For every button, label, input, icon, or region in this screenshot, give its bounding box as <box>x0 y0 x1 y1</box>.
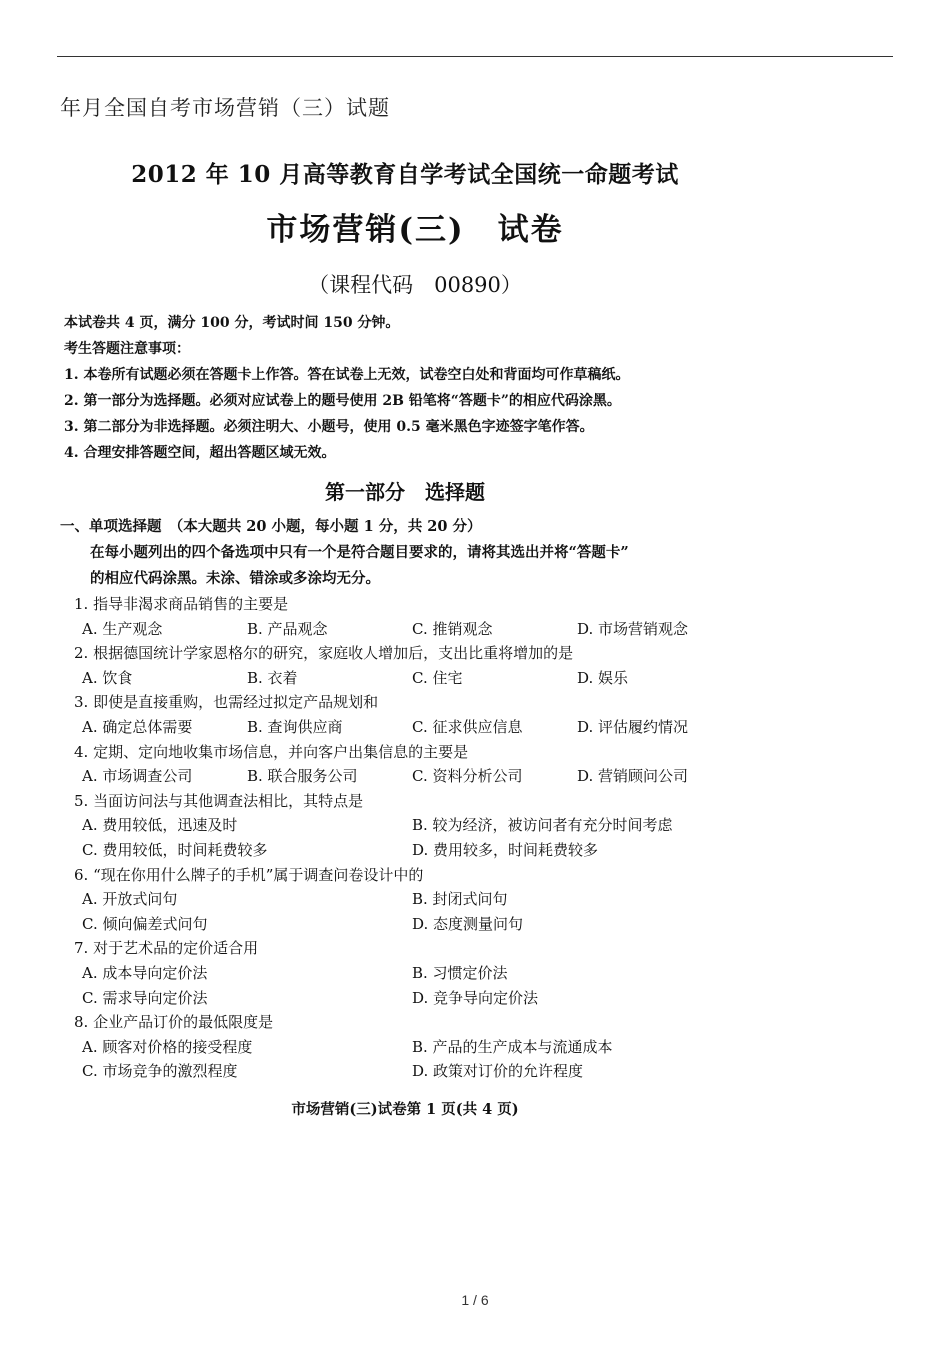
question <box>60 936 750 1010</box>
option: C. 市场竞争的激烈程度 <box>82 1062 238 1081</box>
option: B. 产品的生产成本与流通成本 <box>412 1037 613 1056</box>
option: A. 顾客对价格的接受程度 <box>82 1037 253 1056</box>
option: D. 政策对订价的允许程度 <box>412 1062 584 1081</box>
option: C. 征求供应信息 <box>412 717 523 736</box>
exam-line: 2012 年 10 月高等教育自学考试全国统一命题考试 <box>131 161 679 188</box>
question-stem: 2. 根据德国统计学家恩格尔的研究，家庭收人增加后，支出比重将增加的是 <box>74 644 574 663</box>
option: A. 确定总体需要 <box>82 717 193 736</box>
option: B. 查询供应商 <box>247 717 343 736</box>
course-code: （课程代码 00890） <box>308 273 522 297</box>
note-item: 4. 合理安排答题空间，超出答题区域无效。 <box>64 445 336 461</box>
option: A. 饮食 <box>82 668 133 687</box>
scanned-page <box>60 150 750 1122</box>
option-row <box>60 838 750 863</box>
option: D. 费用较多，时间耗费较多 <box>412 840 599 859</box>
note-item: 2. 第一部分为选择题。必须对应试卷上的题号使用 2B 铅笔将“答题卡”的相应代码涂黑。 <box>64 393 621 409</box>
question-stem: 8. 企业产品订价的最低限度是 <box>74 1013 274 1032</box>
option-row <box>60 715 750 740</box>
option: A. 成本导向定价法 <box>82 963 208 982</box>
option-row <box>60 1059 750 1084</box>
exam-title: 市场营销(三) 试卷 <box>266 212 564 248</box>
page-footer: 市场营销(三)试卷第 1 页(共 4 页) <box>291 1100 519 1118</box>
question-stem: 6. “现在你用什么牌子的手机”属于调查问卷设计中的 <box>74 865 424 884</box>
option: D. 评估履约情况 <box>577 717 689 736</box>
question <box>60 690 750 739</box>
option: D. 市场营销观念 <box>577 619 689 638</box>
option: B. 习惯定价法 <box>412 963 508 982</box>
option: A. 市场调查公司 <box>82 767 193 786</box>
question <box>60 641 750 690</box>
option: A. 费用较低，迅速及时 <box>82 816 238 835</box>
option: D. 态度测量问句 <box>412 914 524 933</box>
option-row <box>60 912 750 937</box>
option: C. 倾向偏差式问句 <box>82 914 208 933</box>
page-indicator: 1 / 6 <box>461 1292 489 1308</box>
option: C. 资料分析公司 <box>412 767 523 786</box>
option: B. 较为经济，被访问者有充分时间考虑 <box>412 816 673 835</box>
option: C. 费用较低，时间耗费较多 <box>82 840 268 859</box>
top-rule <box>57 56 893 57</box>
question <box>60 863 750 937</box>
section-title: 第一部分 选择题 <box>325 480 485 504</box>
intro-line: 本试卷共 4 页，满分 100 分，考试时间 150 分钟。 <box>64 315 400 331</box>
question-stem: 7. 对于艺术品的定价适合用 <box>74 939 259 958</box>
subsection-heading: 一、单项选择题 （本大题共 20 小题，每小题 1 分，共 20 分） <box>60 518 482 535</box>
question <box>60 592 750 641</box>
option: D. 竞争导向定价法 <box>412 988 539 1007</box>
option-row <box>60 887 750 912</box>
question <box>60 1010 750 1084</box>
option: B. 联合服务公司 <box>247 767 358 786</box>
question <box>60 789 750 863</box>
option: C. 推销观念 <box>412 619 493 638</box>
question-stem: 1. 指导非渴求商品销售的主要是 <box>74 595 289 613</box>
option: B. 封闭式问句 <box>412 890 508 909</box>
question-stem: 5. 当面访问法与其他调查法相比，其特点是 <box>74 791 364 810</box>
option: D. 娱乐 <box>577 668 629 687</box>
option-row <box>60 617 750 642</box>
document-header: 年月全国自考市场营销（三）试题 <box>60 96 390 120</box>
option: A. 生产观念 <box>82 619 163 638</box>
option-row <box>60 1035 750 1060</box>
question-stem: 4. 定期、定向地收集市场信息，并向客户出集信息的主要是 <box>74 742 469 761</box>
option: B. 衣着 <box>247 668 298 687</box>
instruction-line: 在每小题列出的四个备选项中只有一个是符合题目要求的，请将其选出并将“答题卡” <box>90 544 629 561</box>
option-row <box>60 961 750 986</box>
option: A. 开放式问句 <box>82 890 178 909</box>
option: C. 住宅 <box>412 668 463 687</box>
option: B. 产品观念 <box>247 619 328 638</box>
note-item: 1. 本卷所有试题必须在答题卡上作答。答在试卷上无效，试卷空白处和背面均可作草稿纸。 <box>64 367 630 383</box>
option: C. 需求导向定价法 <box>82 988 208 1007</box>
question-stem: 3. 即使是直接重购，也需经过拟定产品规划和 <box>74 693 379 712</box>
notes-heading: 考生答题注意事项： <box>64 341 190 357</box>
instruction-line: 的相应代码涂黑。未涂、错涂或多涂均无分。 <box>90 570 380 587</box>
option: D. 营销顾问公司 <box>577 767 689 786</box>
option-row <box>60 764 750 789</box>
note-item: 3. 第二部分为非选择题。必须注明大、小题号，使用 0.5 毫米黑色字迹签字笔作答。 <box>64 419 594 435</box>
option-row <box>60 813 750 838</box>
option-row <box>60 986 750 1011</box>
option-row <box>60 666 750 691</box>
question-list <box>60 592 750 1084</box>
question <box>60 740 750 789</box>
